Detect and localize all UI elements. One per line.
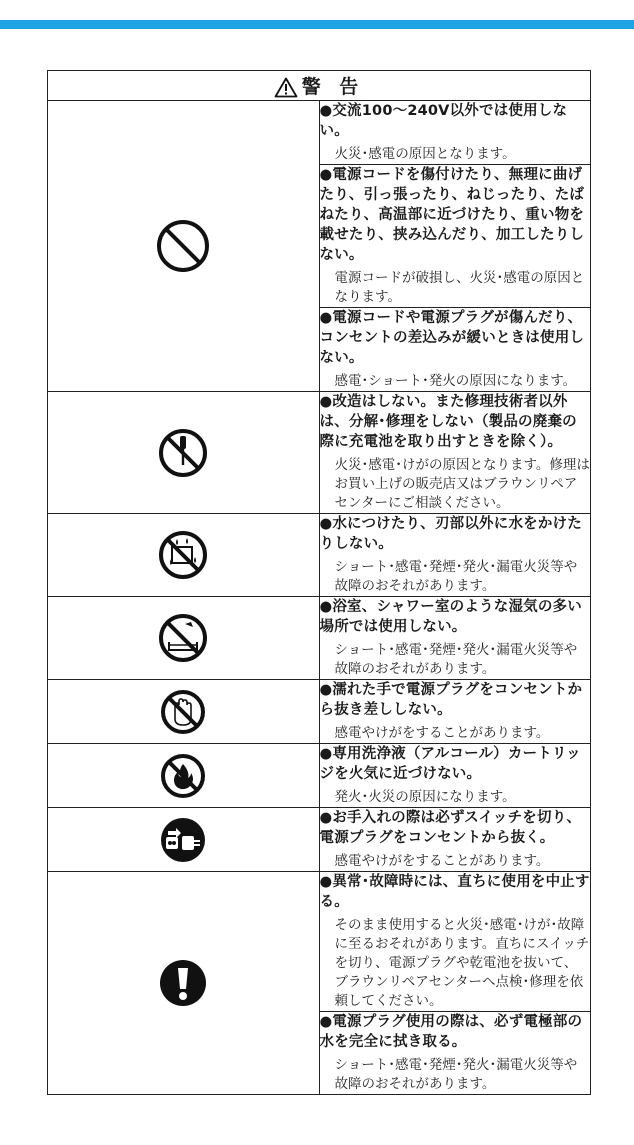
warning-item [319,808,591,872]
warning-item-title: ●専用洗浄液（アルコール）カートリッジを火気に近づけない。 [319,746,581,782]
top-banner [0,0,634,22]
warning-item-note: 火災･感電･けがの原因となります。修理はお買い上げの販売店又はブラウンリペアセンターにご相談ください。 [334,457,590,511]
no-water-cell [48,514,320,597]
warning-item-title: ●電源コードや電源プラグが傷んだり、コンセントの差込みが緩いときは使用しない。 [319,310,585,366]
no-wet-hands-cell [48,680,320,744]
warning-item [319,680,591,744]
warning-triangle-icon [274,77,298,98]
no-bathroom-icon [48,612,319,664]
warning-item-note: そのまま使用すると火災･感電･けが･故障に至るおそれがあります。直ちにスイッチを切り、電源プラグや乾電池を抜いて、ブラウンリペアセンターへ点検･修理を依頼してください。 [334,917,590,1009]
warning-item [319,392,591,514]
warning-item-title: ●異常･故障時には、直ちに使用を中止する。 [319,874,590,910]
warning-item-title: ●水につけたり、刃部以外に水をかけたりしない。 [319,516,582,552]
prohibition-cell [48,101,320,392]
warning-item-title: ●電源プラグ使用の際は、必ず電極部の水を完全に拭き取る。 [319,1014,583,1050]
warning-item-title: ●改造はしない。また修理技術者以外は、分解･修理をしない（製品の廃棄の際に充電池を取り出すときを除く）。 [319,394,577,450]
no-fire-icon [48,753,319,799]
prohibition-icon [48,218,319,274]
warning-item-note: 火災･感電の原因となります。 [334,146,516,162]
top-accent-line [0,20,634,29]
warning-item [319,308,591,392]
warning-item-note: 感電やけがをすることがあります。 [334,725,550,741]
warning-item [319,1012,591,1095]
mandatory-cell [48,872,320,1095]
no-water-icon [48,529,319,581]
warning-item [319,872,591,1012]
warning-header [48,71,591,101]
warning-item-note: ショート･感電･発煙･発火･漏電火災等や故障のおそれがあります。 [334,559,578,594]
no-fire-cell [48,744,320,808]
warning-item-note: 感電やけがをすることがあります。 [334,853,550,869]
warning-title: 警 告 [301,76,365,98]
warning-item-title: ●濡れた手で電源プラグをコンセントから抜き差ししない。 [319,682,583,718]
warning-item-note: ショート･感電･発煙･発火･漏電火災等や故障のおそれがあります。 [334,1057,578,1092]
no-disassembly-icon [48,427,319,479]
warning-item-title: ●お手入れの際は必ずスイッチを切り、電源プラグをコンセントから抜く。 [319,810,582,846]
warning-item-note: ショート･感電･発煙･発火･漏電火災等や故障のおそれがあります。 [334,642,578,677]
no-disassembly-cell [48,392,320,514]
warning-item [319,101,591,165]
warning-item-note: 発火･火災の原因になります。 [334,789,516,805]
mandatory-icon [48,958,319,1008]
warning-item-title: ●交流100〜240V以外では使用しない。 [319,103,568,139]
no-wet-hands-icon [48,689,319,735]
warning-item-title: ●電源コードを傷付けたり、無理に曲げたり、引っ張ったり、ねじったり、たばねたり、高温部に近づけたり、重い物を載せたり、挟み込んだり、加工したりしない。 [319,167,585,263]
warning-item [319,165,591,308]
unplug-icon [48,815,319,865]
no-bathroom-cell [48,597,320,680]
warning-item [319,514,591,597]
warning-item-title: ●浴室、シャワー室のような湿気の多い場所では使用しない。 [319,599,582,635]
warning-item-note: 電源コードが破損し、火災･感電の原因となります。 [334,270,585,305]
warning-item [319,744,591,808]
warning-item [319,597,591,680]
warning-table [47,70,591,1095]
warning-item-note: 感電･ショート･発火の原因になります。 [334,373,577,389]
unplug-cell [48,808,320,872]
